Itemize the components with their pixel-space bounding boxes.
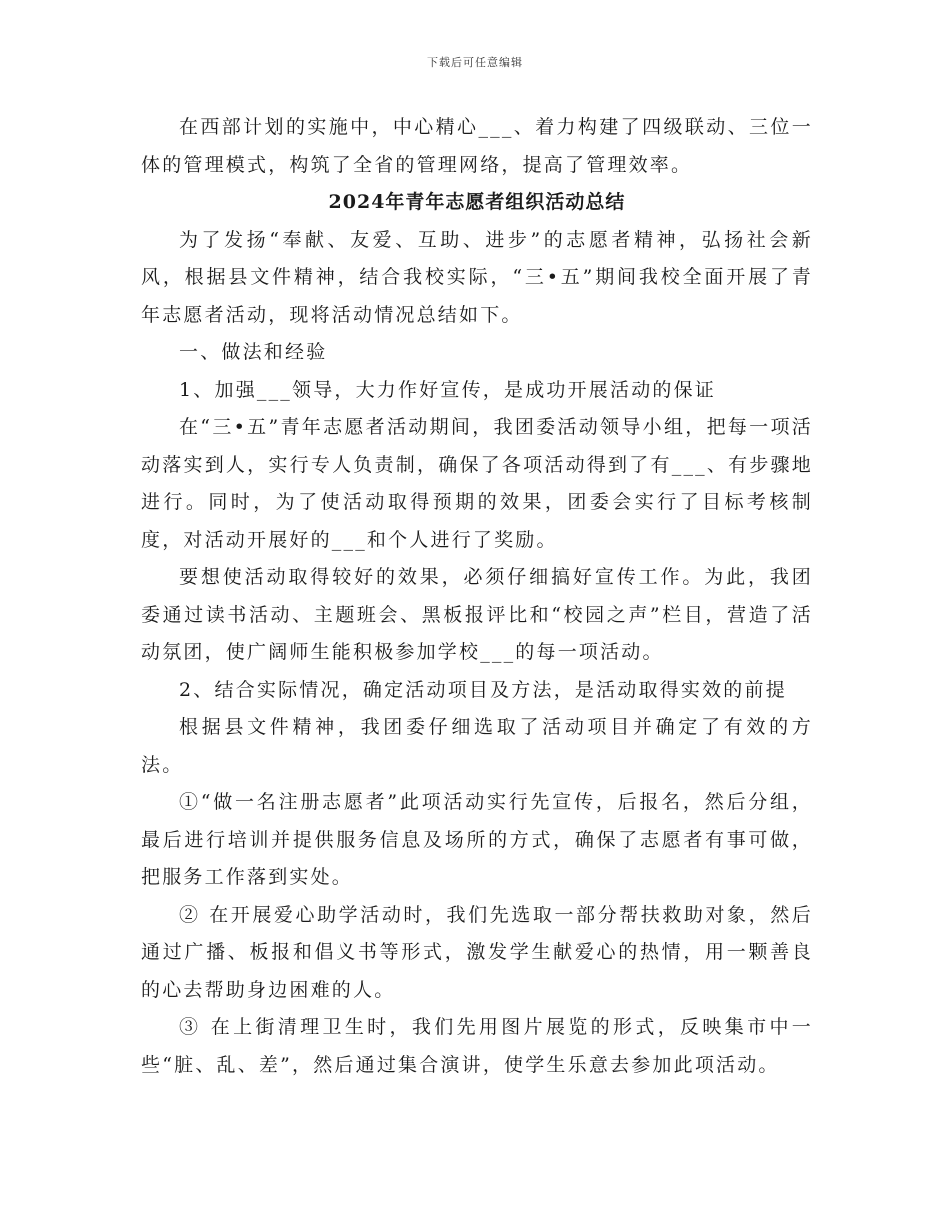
paragraph: 在“三•五”青年志愿者活动期间，我团委活动领导小组，把每一项活动落实到人，实行专人负责制，确保了各项活动得到了有___、有步骤地进行。同时，为了使活动取得预期的效果，团委会实行了目标考核制度，对活动开展好的___和个人进行了奖励。 (141, 416, 813, 551)
list-item: ③ 在上街清理卫生时，我们先用图片展览的形式，反映集市中一些“脏、乱、差”，然后通过集合演讲，使学生乐意去参加此项活动。 (141, 1016, 813, 1076)
section-heading: 一、做法和经验 (179, 341, 328, 363)
page-header: 下载后可任意编辑 (427, 56, 523, 69)
subheading-1: 1、加强___领导，大力作好宣传，是成功开展活动的保证 (179, 378, 716, 401)
list-item: ② 在开展爱心助学活动时，我们先选取一部分帮扶救助对象，然后通过广播、板报和倡义书等形式，激发学生献爱心的热情，用一颗善良的心去帮助身边困难的人。 (141, 903, 813, 1001)
paragraph: 根据县文件精神，我团委仔细选取了活动项目并确定了有效的方法。 (141, 716, 813, 776)
paragraph: 要想使活动取得较好的效果，必须仔细搞好宣传工作。为此，我团委通过读书活动、主题班会、黑板报评比和“校园之声”栏目，营造了活动氛团，使广阔师生能积极参加学校___的每一项活动。 (141, 566, 813, 663)
paragraph-opening: 为了发扬“奉献、友爱、互助、进步”的志愿者精神，弘扬社会新风，根据县文件精神，结合我校实际，“三•五”期间我校全面开展了青年志愿者活动，现将活动情况总结如下。 (141, 228, 813, 326)
subheading-2: 2、结合实际情况，确定活动项目及方法，是活动取得实效的前提 (179, 678, 787, 701)
list-item: ①“做一名注册志愿者”此项活动实行先宣传，后报名，然后分组，最后进行培训并提供服务信息及场所的方式，确保了志愿者有事可做，把服务工作落到实处。 (141, 791, 813, 888)
paragraph-intro: 在西部计划的实施中，中心精心___、着力构建了四级联动、三位一体的管理模式，构筑了全省的管理网络，提高了管理效率。 (141, 116, 813, 176)
document-title: 2024年青年志愿者组织活动总结 (328, 191, 626, 213)
document-body (141, 109, 813, 1084)
